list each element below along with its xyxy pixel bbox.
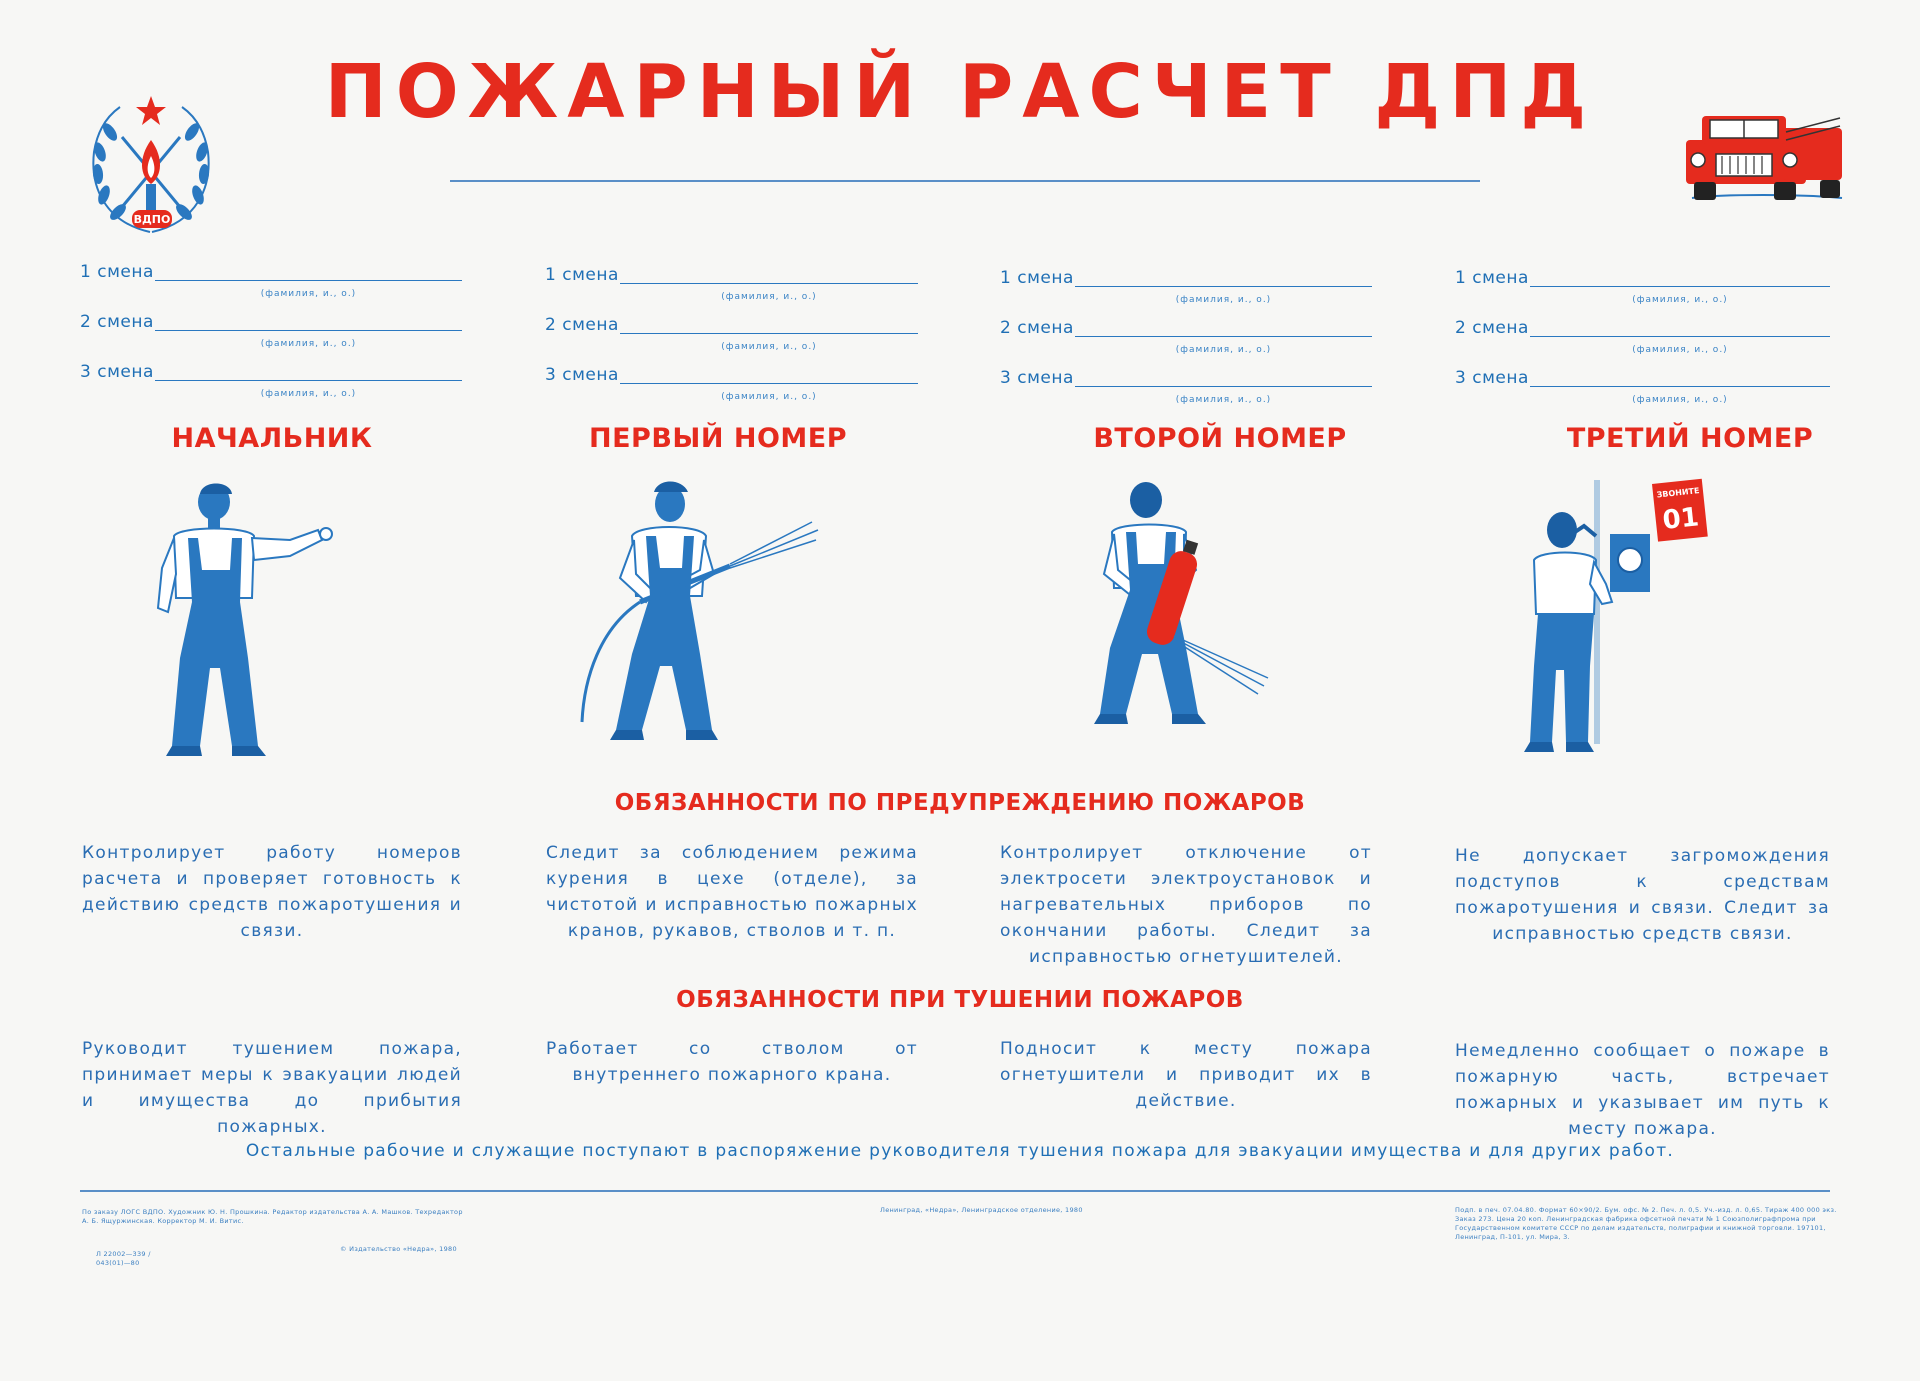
shift-row	[80, 358, 462, 408]
shift-hint: (фамилия, и., о.)	[1632, 345, 1728, 355]
extinguisher-operator-figure-icon	[1088, 478, 1278, 728]
chief-figure-icon	[140, 478, 340, 760]
name-field-line[interactable]	[620, 283, 918, 284]
shift-label: 2 смена	[1000, 318, 1074, 338]
second-prevention-text: Контролирует отключение от электросети электроустановок и нагревательных приборов по окончании работы. Следит за исправностью огнетушителей.	[1000, 843, 1372, 967]
name-field-line[interactable]	[155, 330, 462, 331]
imprint-credits: По заказу ЛОГС ВДПО. Художник Ю. Н. Прошкина. Редактор издательства А. А. Машков. Техредактор А. Б. Ящуржинская. Корректор М. И. Витис.	[82, 1208, 463, 1225]
hose-operator-figure-icon	[580, 478, 820, 746]
title-underline	[450, 180, 1480, 182]
footer-rule	[80, 1190, 1830, 1192]
fire-truck-icon	[1682, 98, 1850, 210]
shift-hint: (фамилия, и., о.)	[260, 289, 357, 299]
shift-label: 2 смена	[1455, 318, 1529, 338]
shift-hint: (фамилия, и., о.)	[1632, 295, 1728, 305]
name-field-line[interactable]	[155, 280, 462, 281]
name-field-line[interactable]	[1075, 336, 1372, 337]
vdpo-emblem-icon	[80, 92, 222, 244]
shift-row	[1455, 264, 1830, 314]
shift-row	[1000, 314, 1372, 364]
chief-prevention-text: Контролирует работу номеров расчета и проверяет готовность к действию средств пожаротушения и связи.	[82, 843, 462, 941]
shift-block-4	[1455, 264, 1830, 414]
shift-label: 1 смена	[1000, 268, 1074, 288]
footer-note: Остальные рабочие и служащие поступают в распоряжение руководителя тушения пожара для эвакуации имущества и для других работ.	[245, 1141, 1675, 1161]
shift-hint: (фамилия, и., о.)	[260, 389, 357, 399]
name-field-line[interactable]	[620, 333, 918, 334]
shift-label: 3 смена	[80, 362, 154, 382]
role-title-third: ТРЕТИЙ НОМЕР	[1566, 423, 1814, 454]
shift-label: 1 смена	[80, 262, 154, 282]
name-field-line[interactable]	[1075, 386, 1372, 387]
call-sign-label: ЗВОНИТЕ	[1656, 486, 1700, 500]
shift-row	[80, 258, 462, 308]
shift-row	[1455, 364, 1830, 414]
shift-label: 3 смена	[545, 365, 619, 385]
third-extinguishing-text: Немедленно сообщает о пожаре в пожарную часть, встречает пожарных и указывает им путь к месту пожара.	[1455, 1041, 1830, 1139]
name-field-line[interactable]	[1075, 286, 1372, 287]
section-extinguishing-heading: ОБЯЗАННОСТИ ПРИ ТУШЕНИИ ПОЖАРОВ	[676, 987, 1244, 1013]
shift-label: 3 смена	[1000, 368, 1074, 388]
shift-row	[545, 361, 918, 411]
shift-hint: (фамилия, и., о.)	[1632, 395, 1728, 405]
first-prevention-text: Следит за соблюдением режима курения в цехе (отделе), за чистотой и исправностью пожарных кранов, рукавов, стволов и т. п.	[546, 843, 918, 941]
role-title-chief: НАЧАЛЬНИК	[171, 423, 373, 454]
name-field-line[interactable]	[620, 383, 918, 384]
shift-hint: (фамилия, и., о.)	[721, 292, 817, 302]
imprint-publisher: Ленинград, «Недра», Ленинградское отделение, 1980	[880, 1206, 1083, 1214]
shift-label: 2 смена	[545, 315, 619, 335]
shift-hint: (фамилия, и., о.)	[721, 392, 817, 402]
name-field-line[interactable]	[1530, 286, 1830, 287]
shift-hint: (фамилия, и., о.)	[1175, 295, 1272, 305]
imprint-copyright: © Издательство «Недра», 1980	[340, 1245, 457, 1253]
third-prevention-text: Не допускает загромождения подступов к средствам пожаротушения и связи. Следит за исправностью средств связи.	[1455, 846, 1830, 944]
name-field-line[interactable]	[155, 380, 462, 381]
shift-block-3	[1000, 264, 1372, 414]
imprint-print-details: Подп. в печ. 07.04.80. Формат 60×90/2. Бум. офс. № 2. Печ. л. 0,5. Уч.-изд. л. 0,65. Тираж 400 000 экз. Заказ 273. Цена 20 коп. Ленинградская фабрика офсетной печати № 1 Союзполиграфпрома при Государственном комитете СССР по делам издательств, полиграфии и книжной торговли. 197101, Ленинград, П-101, ул. Мира, 3.	[1455, 1206, 1837, 1241]
shift-hint: (фамилия, и., о.)	[721, 342, 817, 352]
shift-hint: (фамилия, и., о.)	[1175, 395, 1272, 405]
shift-row	[1455, 314, 1830, 364]
shift-row	[1000, 264, 1372, 314]
shift-label: 2 смена	[80, 312, 154, 332]
shift-label: 1 смена	[1455, 268, 1529, 288]
role-title-first: ПЕРВЫЙ НОМЕР	[588, 423, 848, 454]
imprint-code: Л 22002—339 / 043(01)—80	[96, 1250, 151, 1267]
phone-caller-figure-icon	[1510, 474, 1710, 774]
shift-row	[545, 311, 918, 361]
shift-row	[80, 308, 462, 358]
shift-block-2	[545, 261, 918, 411]
name-field-line[interactable]	[1530, 336, 1830, 337]
shift-label: 3 смена	[1455, 368, 1529, 388]
shift-hint: (фамилия, и., о.)	[1175, 345, 1272, 355]
first-extinguishing-text: Работает со стволом от внутреннего пожарного крана.	[546, 1039, 918, 1085]
call-sign-number: 01	[1661, 502, 1701, 536]
chief-extinguishing-text: Руководит тушением пожара, принимает меры к эвакуации людей и имущества до прибытия пожарных.	[82, 1039, 462, 1137]
shift-label: 1 смена	[545, 265, 619, 285]
emblem-label: ВДПО	[133, 213, 171, 226]
shift-row	[1000, 364, 1372, 414]
shift-block-1	[80, 258, 462, 408]
poster-title: ПОЖАРНЫЙ РАСЧЕТ ДПД	[324, 49, 1596, 135]
second-extinguishing-text: Подносит к месту пожара огнетушители и приводит их в действие.	[1000, 1039, 1372, 1111]
role-title-second: ВТОРОЙ НОМЕР	[1093, 423, 1347, 454]
shift-row	[545, 261, 918, 311]
section-prevention-heading: ОБЯЗАННОСТИ ПО ПРЕДУПРЕЖДЕНИЮ ПОЖАРОВ	[614, 790, 1306, 816]
shift-hint: (фамилия, и., о.)	[260, 339, 357, 349]
name-field-line[interactable]	[1530, 386, 1830, 387]
